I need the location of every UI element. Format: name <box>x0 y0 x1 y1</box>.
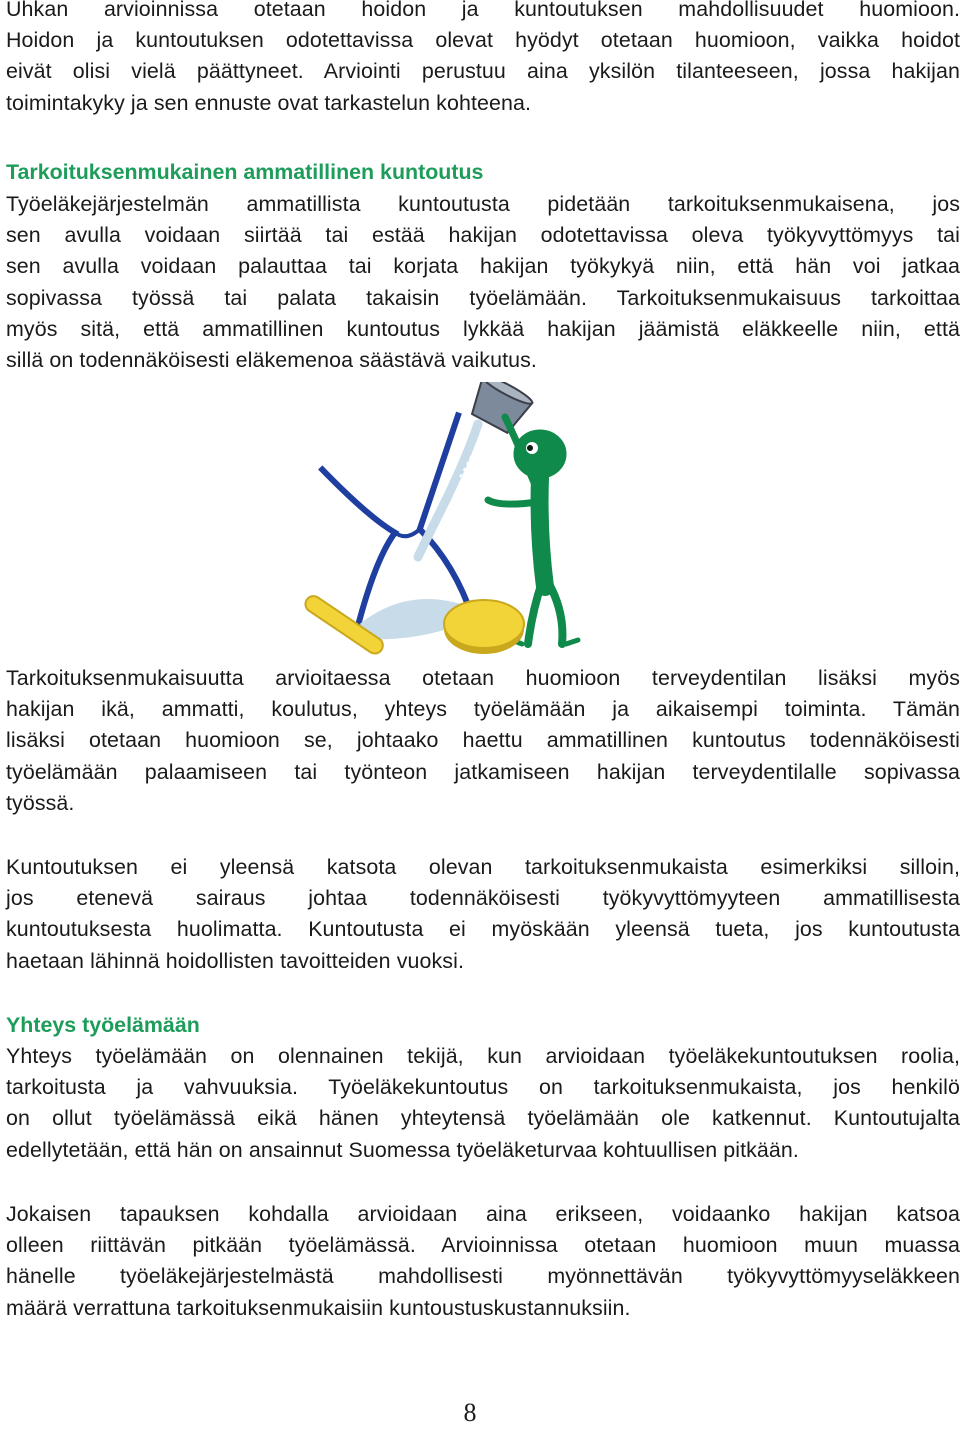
text-line: kuntoutuksesta huolimatta. Kuntoutusta ei myöskään yleensä tueta, jos kuntoutusta <box>6 917 960 942</box>
coin-icon <box>444 600 524 654</box>
text-line: hakijan ikä, ammatti, koulutus, yhteys työelämään ja aikaisempi toiminta. Tämän <box>6 697 960 722</box>
text-line: Yhteys työelämään on olennainen tekijä, kun arvioidaan työeläkekuntoutuksen roolia, <box>6 1044 960 1068</box>
paragraph-tarkoituksenmukaisuus <box>6 663 960 819</box>
text-line: jos etenevä sairaus johtaa todennäköisesti työkyvyttömyyteen ammatillisesta <box>6 886 960 911</box>
text-line: on ollut työelämässä eikä hänen yhteytensä työelämään ole katkennut. Kuntoutujalta <box>6 1106 960 1131</box>
hourglass-figure-illustration <box>300 382 600 664</box>
text-line: Jokaisen tapauksen kohdalla arvioidaan aina erikseen, voidaanko hakijan katsoa <box>6 1202 960 1226</box>
section2-paragraph <box>6 1041 960 1166</box>
text-line: sopivassa työssä tai palata takaisin työelämään. Tarkoituksenmukaisuus tarkoittaa <box>6 285 960 310</box>
text-line: Hoidon ja kuntoutuksen odotettavissa olevat hyödyt otetaan huomioon, vaikka hoidot <box>6 28 960 53</box>
text-line: työssä. <box>6 790 75 815</box>
text-line: hänelle työeläkejärjestelmästä mahdollisesti myönnettävän työkyvyttömyyseläkkeen <box>6 1264 960 1289</box>
section-heading-ammatillinen-kuntoutus: Tarkoituksenmukainen ammatillinen kuntoutus <box>6 160 484 184</box>
text-line: haetaan lähinnä hoidollisten tavoitteiden vuoksi. <box>6 948 464 973</box>
text-line: tarkoitusta ja vahvuuksia. Työeläkekuntoutus on tarkoituksenmukaista, jos henkilö <box>6 1075 960 1100</box>
text-line: sillä on todennäköisesti eläkemenoa säästävä vaikutus. <box>6 348 537 373</box>
text-line: Työeläkejärjestelmän ammatillista kuntoutusta pidetään tarkoituksenmukaisena, jos <box>6 192 960 216</box>
text-line: myös sitä, että ammatillinen kuntoutus lykkää hakijan jäämistä eläkkeelle niin, että <box>6 316 960 341</box>
text-line: olleen riittävän pitkään työelämässä. Arvioinnissa otetaan huomioon muun muassa <box>6 1233 960 1258</box>
text-line: toimintakyky ja sen ennuste ovat tarkastelun kohteena. <box>6 90 532 115</box>
text-line: työelämään palaamiseen tai työnteon jatkamiseen hakijan terveydentilalle sopivassa <box>6 759 960 784</box>
page-number: 8 <box>463 1398 477 1427</box>
text-line: Uhkan arvioinnissa otetaan hoidon ja kuntoutuksen mahdollisuudet huomioon. <box>6 0 960 21</box>
paragraph-jokaisen-tapauksen <box>6 1199 960 1324</box>
section-heading-yhteys-tyoelamaan: Yhteys työelämään <box>6 1013 200 1037</box>
text-line: Kuntoutuksen ei yleensä katsota olevan tarkoituksenmukaista esimerkiksi silloin, <box>6 855 960 879</box>
paragraph-kuntoutuksen-ei <box>6 852 960 977</box>
section1-paragraph <box>6 189 960 376</box>
text-line: sen avulla voidaan siirtää tai estää hakijan odotettavissa oleva työkyvyttömyys tai <box>6 223 960 248</box>
intro-paragraph <box>6 0 960 119</box>
text-line: sen avulla voidaan palauttaa tai korjata hakijan työkykyä niin, että hän voi jatkaa <box>6 254 960 279</box>
text-line: lisäksi otetaan huomioon se, johtaako haettu ammatillinen kuntoutus todennäköisesti <box>6 728 960 753</box>
text-line: edellytetään, että hän on ansainnut Suomessa työeläketurvaa kohtuullisen pitkään. <box>6 1137 799 1162</box>
text-line: Tarkoituksenmukaisuutta arvioitaessa otetaan huomioon terveydentilan lisäksi myös <box>6 666 960 690</box>
text-line: eivät olisi vielä päättyneet. Arviointi perustuu aina yksilön tilanteeseen, jossa hakijan <box>6 59 960 84</box>
text-line: määrä verrattuna tarkoituksenmukaisiin kuntoustuskustannuksiin. <box>6 1295 631 1320</box>
